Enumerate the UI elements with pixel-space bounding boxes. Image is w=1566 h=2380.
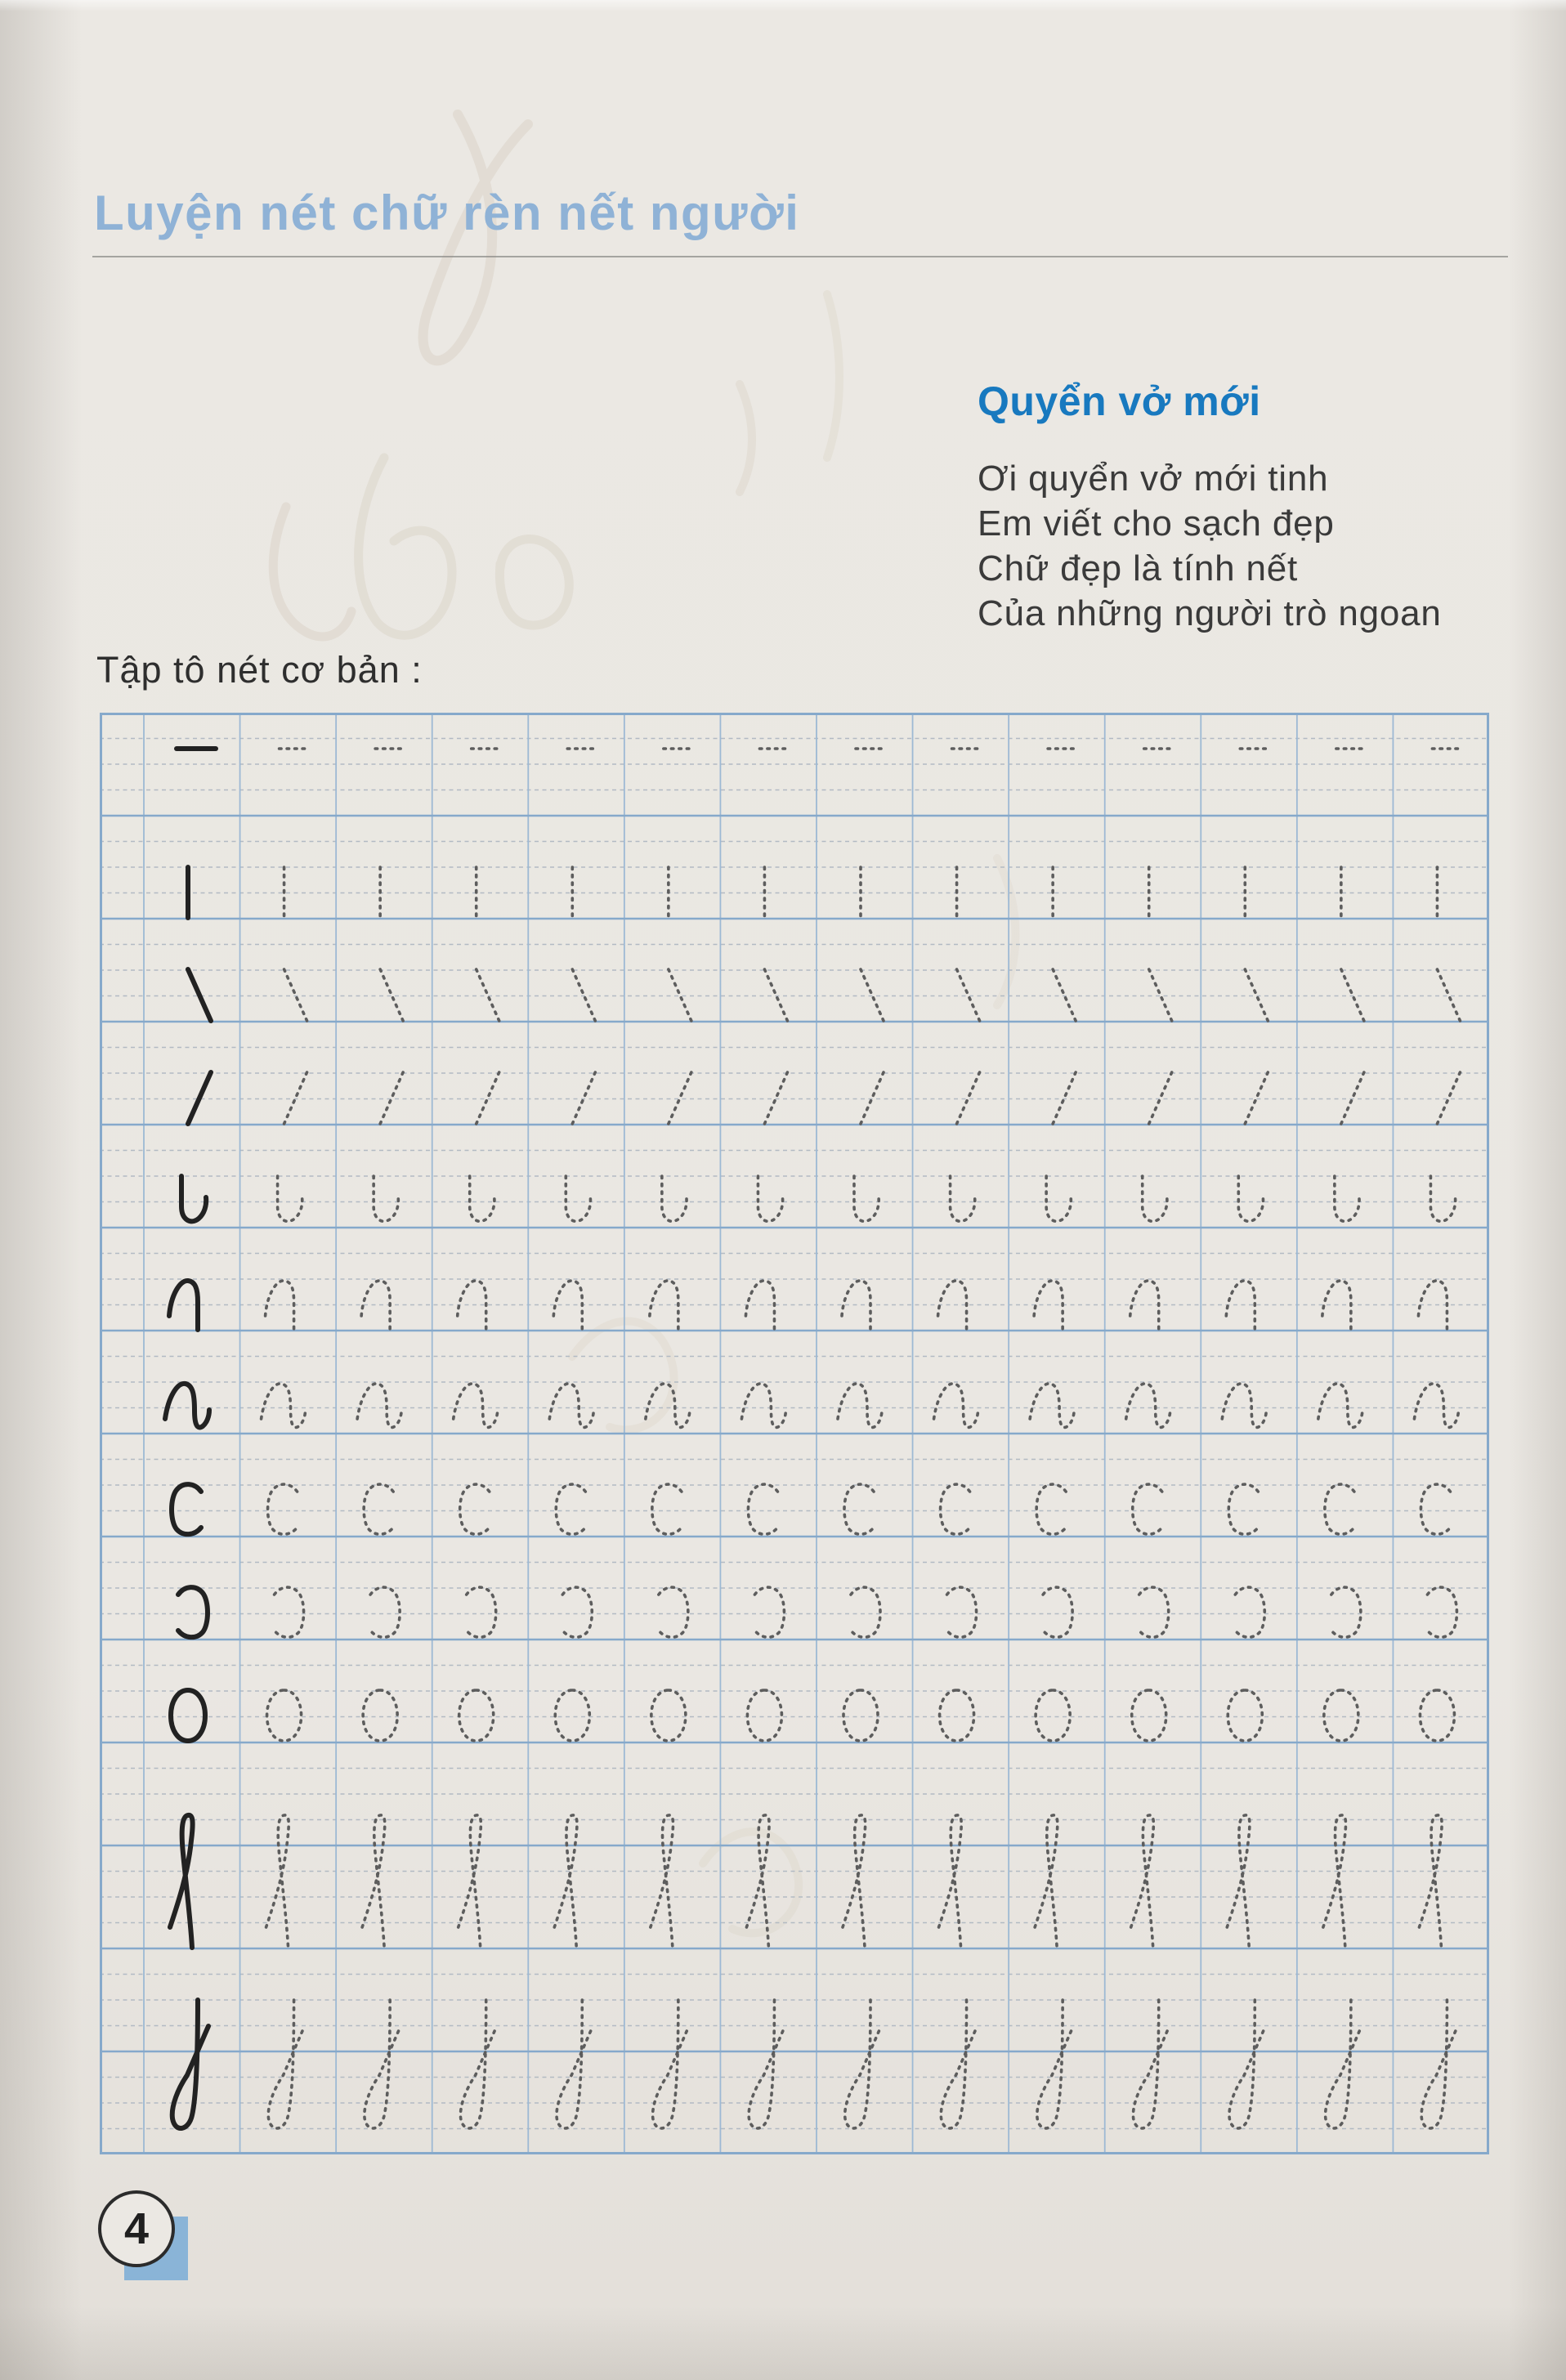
traced-stroke-glyph-oval	[1036, 1690, 1070, 1741]
traced-stroke-glyph-double-hook	[454, 1384, 498, 1428]
traced-stroke-glyph-lower-loop	[1326, 2000, 1362, 2128]
traced-stroke-glyph-lower-loop	[365, 2000, 400, 2128]
traced-stroke-glyph-upper-loop	[362, 1815, 385, 1948]
practice-instruction: Tập tô nét cơ bản :	[96, 649, 423, 691]
traced-stroke-glyph-lower-loop	[941, 2000, 977, 2128]
traced-stroke-glyph-hook-up	[1335, 1176, 1359, 1221]
traced-stroke-glyph-upper-loop	[1131, 1815, 1154, 1948]
traced-stroke-glyph-open-curve-right	[1235, 1587, 1264, 1637]
traced-stroke-glyph-open-curve-left	[748, 1484, 777, 1534]
traced-stroke-glyph-lower-loop	[1421, 2000, 1457, 2128]
traced-stroke-glyph-double-hook	[1318, 1384, 1362, 1428]
traced-stroke-glyph-upper-loop	[1227, 1815, 1250, 1948]
stroke-row-upper-loop	[170, 1815, 1442, 1948]
traced-stroke-glyph-open-curve-right	[467, 1587, 496, 1637]
traced-stroke-glyph-hook-up	[566, 1176, 590, 1221]
traced-stroke-glyph-left-slant	[1245, 969, 1268, 1021]
traced-stroke-glyph-right-slant	[1245, 1072, 1268, 1124]
traced-stroke-glyph-lower-loop	[1133, 2000, 1169, 2128]
solid-stroke-glyph-upper-loop	[170, 1815, 193, 1948]
traced-stroke-glyph-hook-up	[1046, 1176, 1071, 1221]
traced-stroke-glyph-open-curve-left	[364, 1484, 393, 1534]
traced-stroke-glyph-lower-loop	[749, 2000, 785, 2128]
traced-stroke-glyph-double-hook	[934, 1384, 978, 1428]
traced-stroke-glyph-double-hook	[1030, 1384, 1074, 1428]
traced-stroke-glyph-left-slant	[284, 969, 307, 1021]
stroke-row-lower-loop	[172, 2000, 1458, 2128]
traced-stroke-glyph-open-curve-right	[1331, 1587, 1361, 1637]
solid-stroke-glyph-oval	[171, 1690, 205, 1741]
traced-stroke-glyph-open-curve-left	[268, 1484, 298, 1534]
traced-stroke-glyph-left-slant	[861, 969, 884, 1021]
poem-line: Của những người trò ngoan	[978, 593, 1442, 633]
traced-stroke-glyph-oval	[651, 1690, 686, 1741]
traced-stroke-glyph-double-hook	[262, 1384, 306, 1428]
traced-stroke-glyph-open-curve-right	[947, 1587, 977, 1637]
traced-stroke-glyph-hook-up	[470, 1176, 494, 1221]
traced-stroke-glyph-oval	[555, 1690, 589, 1741]
traced-stroke-glyph-upper-loop	[651, 1815, 673, 1948]
page-title: Luyện nét chữ rèn nết người	[94, 186, 800, 240]
solid-stroke-glyph-right-slant	[188, 1072, 211, 1124]
traced-stroke-glyph-oval	[1132, 1690, 1166, 1741]
traced-stroke-glyph-left-slant	[477, 969, 499, 1021]
traced-stroke-glyph-hook-up	[278, 1176, 302, 1221]
solid-stroke-glyph-open-curve-right	[178, 1587, 208, 1637]
traced-stroke-glyph-oval	[1324, 1690, 1358, 1741]
traced-stroke-glyph-open-curve-left	[941, 1484, 970, 1534]
traced-stroke-glyph-right-slant	[1149, 1072, 1172, 1124]
traced-stroke-glyph-left-slant	[1437, 969, 1460, 1021]
traced-stroke-glyph-open-curve-right	[1139, 1587, 1169, 1637]
traced-stroke-glyph-oval	[1420, 1690, 1454, 1741]
traced-stroke-glyph-right-slant	[1341, 1072, 1364, 1124]
poem-line: Em viết cho sạch đẹp	[978, 503, 1335, 544]
traced-stroke-glyph-lower-loop	[653, 2000, 689, 2128]
traced-stroke-glyph-open-curve-left	[1036, 1484, 1066, 1534]
traced-stroke-glyph-right-slant	[764, 1072, 787, 1124]
traced-stroke-glyph-hook-up	[1143, 1176, 1167, 1221]
traced-stroke-glyph-left-slant	[669, 969, 691, 1021]
page-number: 4	[123, 2204, 150, 2253]
traced-stroke-glyph-right-slant	[669, 1072, 691, 1124]
traced-stroke-glyph-oval	[363, 1690, 397, 1741]
traced-stroke-glyph-upper-loop	[266, 1815, 289, 1948]
traced-stroke-glyph-open-curve-left	[1325, 1484, 1354, 1534]
traced-stroke-glyph-hook-up	[758, 1176, 782, 1221]
traced-stroke-glyph-hook-up	[951, 1176, 975, 1221]
traced-stroke-glyph-double-hook	[1222, 1384, 1266, 1428]
stroke-row-open-curve-right	[178, 1587, 1456, 1637]
solid-stroke-glyph-lower-loop	[172, 2000, 208, 2128]
traced-stroke-glyph-left-slant	[1341, 969, 1364, 1021]
traced-stroke-glyph-open-curve-left	[652, 1484, 682, 1534]
traced-stroke-glyph-open-curve-left	[1228, 1484, 1258, 1534]
solid-stroke-glyph-double-hook	[165, 1384, 209, 1428]
traced-stroke-glyph-double-hook	[357, 1384, 401, 1428]
solid-stroke-glyph-hook-up	[181, 1176, 206, 1221]
stroke-row-right-slant	[188, 1072, 1460, 1124]
traced-stroke-glyph-lower-loop	[460, 2000, 496, 2128]
traced-stroke-glyph-oval	[940, 1690, 974, 1741]
stroke-row-left-slant	[188, 969, 1460, 1021]
solid-stroke-glyph-left-slant	[188, 969, 211, 1021]
traced-stroke-glyph-upper-loop	[1419, 1815, 1442, 1948]
traced-stroke-glyph-open-curve-right	[851, 1587, 880, 1637]
traced-stroke-glyph-lower-loop	[1037, 2000, 1073, 2128]
traced-stroke-glyph-open-curve-left	[1133, 1484, 1162, 1534]
stroke-row-oval	[171, 1690, 1454, 1741]
stroke-row-open-curve-left	[172, 1484, 1450, 1534]
traced-stroke-glyph-upper-loop	[843, 1815, 866, 1948]
traced-stroke-glyph-left-slant	[1053, 969, 1076, 1021]
traced-stroke-glyph-open-curve-right	[275, 1587, 304, 1637]
traced-stroke-glyph-upper-loop	[459, 1815, 481, 1948]
traced-stroke-glyph-right-slant	[284, 1072, 307, 1124]
traced-stroke-glyph-double-hook	[838, 1384, 882, 1428]
traced-stroke-glyph-right-slant	[380, 1072, 403, 1124]
traced-stroke-glyph-open-curve-right	[754, 1587, 784, 1637]
poem-line: Ơi quyển vở mới tinh	[978, 459, 1329, 499]
traced-stroke-glyph-left-slant	[380, 969, 403, 1021]
poem-line: Chữ đẹp là tính nết	[978, 548, 1299, 588]
traced-stroke-glyph-oval	[459, 1690, 494, 1741]
stroke-row-hook-up	[181, 1176, 1456, 1221]
practice-grid	[100, 713, 1489, 2154]
traced-stroke-glyph-open-curve-left	[844, 1484, 874, 1534]
traced-stroke-glyph-upper-loop	[1323, 1815, 1346, 1948]
traced-stroke-glyph-upper-loop	[746, 1815, 769, 1948]
traced-stroke-glyph-open-curve-left	[1421, 1484, 1450, 1534]
traced-stroke-glyph-right-slant	[1437, 1072, 1460, 1124]
traced-stroke-glyph-double-hook	[646, 1384, 690, 1428]
traced-stroke-glyph-right-slant	[572, 1072, 595, 1124]
traced-stroke-glyph-hook-up	[854, 1176, 879, 1221]
traced-stroke-glyph-oval	[1228, 1690, 1262, 1741]
traced-stroke-glyph-right-slant	[957, 1072, 980, 1124]
traced-stroke-glyph-upper-loop	[554, 1815, 577, 1948]
traced-stroke-glyph-open-curve-right	[370, 1587, 400, 1637]
traced-stroke-glyph-lower-loop	[1229, 2000, 1265, 2128]
traced-stroke-glyph-oval	[843, 1690, 878, 1741]
solid-stroke-glyph-open-curve-left	[172, 1484, 201, 1534]
traced-stroke-glyph-left-slant	[572, 969, 595, 1021]
traced-stroke-glyph-open-curve-right	[1043, 1587, 1072, 1637]
traced-stroke-glyph-double-hook	[1414, 1384, 1458, 1428]
traced-stroke-glyph-open-curve-right	[1427, 1587, 1456, 1637]
traced-stroke-glyph-double-hook	[741, 1384, 785, 1428]
traced-stroke-glyph-open-curve-left	[556, 1484, 585, 1534]
traced-stroke-glyph-left-slant	[1149, 969, 1172, 1021]
traced-stroke-glyph-right-slant	[477, 1072, 499, 1124]
traced-stroke-glyph-double-hook	[1126, 1384, 1170, 1428]
traced-stroke-glyph-open-curve-right	[659, 1587, 688, 1637]
traced-stroke-glyph-left-slant	[957, 969, 980, 1021]
traced-stroke-glyph-hook-up	[374, 1176, 398, 1221]
traced-stroke-glyph-open-curve-right	[562, 1587, 592, 1637]
traced-stroke-glyph-left-slant	[764, 969, 787, 1021]
title-underline	[92, 256, 1508, 257]
traced-stroke-glyph-hook-up	[662, 1176, 687, 1221]
traced-stroke-glyph-right-slant	[1053, 1072, 1076, 1124]
traced-stroke-glyph-hook-up	[1430, 1176, 1455, 1221]
poem-block	[978, 378, 1442, 636]
stroke-row-double-hook	[165, 1384, 1458, 1428]
traced-stroke-glyph-lower-loop	[845, 2000, 881, 2128]
traced-stroke-glyph-oval	[747, 1690, 781, 1741]
traced-stroke-glyph-double-hook	[549, 1384, 593, 1428]
traced-stroke-glyph-open-curve-left	[460, 1484, 490, 1534]
traced-stroke-glyph-lower-loop	[557, 2000, 593, 2128]
traced-stroke-glyph-oval	[267, 1690, 302, 1741]
page-badge-circle	[98, 2190, 175, 2267]
poem-title: Quyển vở mới	[978, 378, 1261, 424]
traced-stroke-glyph-upper-loop	[1035, 1815, 1058, 1948]
traced-stroke-glyph-hook-up	[1238, 1176, 1263, 1221]
traced-stroke-glyph-upper-loop	[939, 1815, 962, 1948]
traced-stroke-glyph-lower-loop	[268, 2000, 304, 2128]
traced-stroke-glyph-right-slant	[861, 1072, 884, 1124]
